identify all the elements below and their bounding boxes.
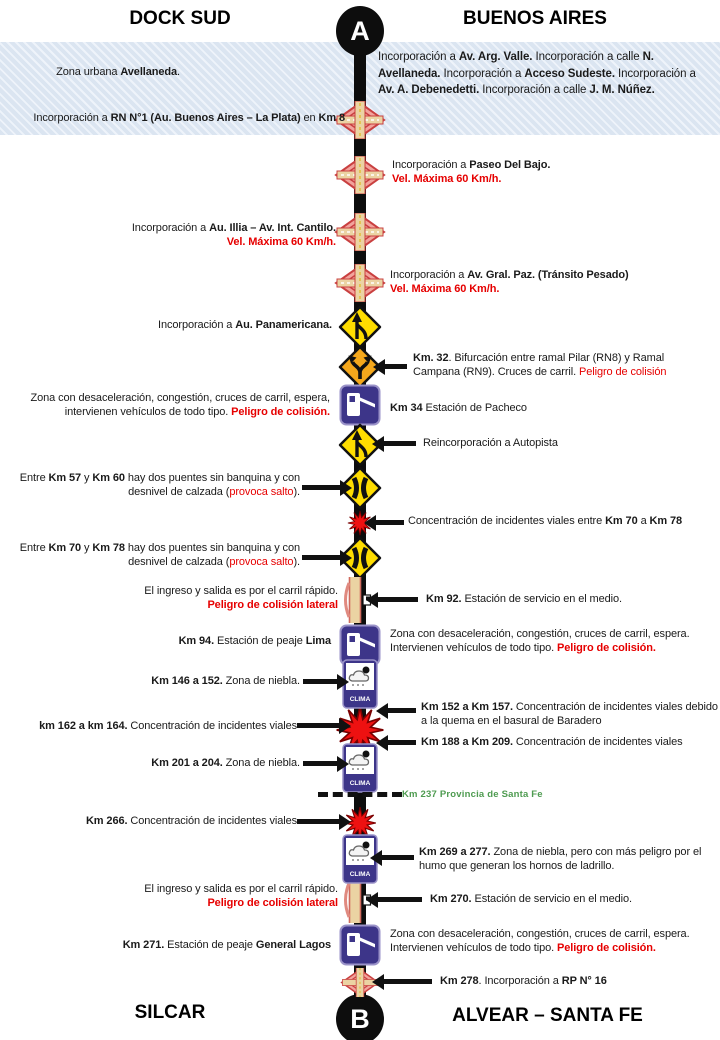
pointer-arrow [385, 364, 407, 369]
text-segment: Incorporación a [131, 222, 210, 234]
text-segment: Vel. Máxima 60 Km/h. [390, 283, 500, 296]
text-segment: Au. Illia – Av. Int. Cantilo. [209, 222, 336, 234]
pointer-arrow [384, 441, 416, 446]
text-segment: Incorporación a calle [532, 51, 643, 63]
text-segment: Km 201 a 204. [151, 757, 223, 769]
text-segment: Km 92. [426, 593, 462, 605]
text-segment: Zona de niebla. [222, 675, 300, 687]
merge-sign-icon [338, 305, 382, 349]
label-km266-incidentes [86, 814, 297, 828]
text-segment: Zona de niebla, pero con más peligro por el humo que generan los hornos de ladrillo. [419, 846, 702, 873]
label-line [36, 235, 336, 249]
pointer-arrow [382, 855, 414, 860]
pointer-arrow [302, 485, 340, 490]
endpoint-a-marker: A [336, 6, 384, 56]
text-segment: Zona con desaceleración, congestión, cruces de carril, espera. Intervienen vehículos de todo tipo. [390, 628, 690, 655]
label-line [390, 268, 629, 282]
label-km269-niebla-humo [419, 845, 717, 874]
pointer-arrow [297, 819, 339, 824]
toll-booth-sign-icon [339, 384, 381, 426]
text-segment: ). [293, 486, 300, 499]
header-buenos-aires: BUENOS AIRES [463, 8, 607, 29]
label-carril-rapido-2 [144, 882, 338, 911]
text-segment: Km 70 [48, 542, 82, 554]
label-km32-bifurcacion [413, 351, 713, 380]
label-zona-urbana [56, 65, 180, 79]
label-au-illia [36, 221, 336, 250]
text-segment: Concentración de incidentes viales [512, 736, 683, 748]
text-segment: Av. A. Debenedetti. [378, 84, 480, 97]
text-segment: Estación de peaje [214, 635, 306, 647]
text-segment: Av. Gral. Paz. (Tránsito Pesado) [467, 269, 629, 281]
label-km201-niebla [151, 756, 300, 770]
text-segment: Concentración de incidentes viales [127, 815, 297, 827]
text-segment: Km 70 [605, 515, 638, 527]
text-segment: . Bifurcación entre ramal Pilar (RN8) y Ramal Campana (RN9). Cruces de carril. [413, 352, 665, 379]
text-segment: y [81, 472, 93, 484]
text-segment: Peligro de colisión lateral [207, 599, 338, 612]
label-zona-pacheco [18, 391, 330, 420]
text-segment: Km 57 [48, 472, 82, 484]
pointer-arrow [378, 897, 422, 902]
text-segment: Reincorporación a Autopista [423, 437, 558, 449]
pointer-arrow [376, 520, 404, 525]
text-segment: Peligro de colisión lateral [207, 897, 338, 910]
text-segment: . [177, 66, 180, 78]
text-segment: km 162 a km 164. [39, 720, 128, 732]
label-reincorporacion [423, 436, 558, 450]
pointer-arrow [378, 597, 418, 602]
label-line [392, 172, 550, 186]
text-segment: Km 271. [122, 939, 165, 951]
svg-text:CLIMA: CLIMA [349, 871, 371, 878]
text-segment: hay dos puentes sin banquina y con desnivel de calzada ( [124, 542, 300, 569]
text-segment: Zona con desaceleración, congestión, cruces de carril, espera, intervienen vehículos de todo tipo. [30, 392, 330, 419]
text-segment: Km 78 [649, 515, 683, 527]
cloverleaf-interchange-icon [334, 156, 386, 194]
pointer-arrow [388, 740, 416, 745]
label-peaje-lima [179, 634, 331, 648]
text-segment: Km. 32 [413, 352, 449, 364]
text-segment: Zona con desaceleración, congestión, cruces de carril, espera. Intervienen vehículos de todo tipo. [390, 928, 690, 955]
text-segment: Lima [305, 635, 331, 647]
text-segment: Km 266. [85, 815, 128, 827]
label-km70-78 [10, 541, 300, 570]
text-segment: RN N°1 (Au. Buenos Aires – La Plata) [110, 112, 301, 124]
label-km188-incidentes [421, 735, 683, 749]
text-segment: Zona de niebla. [222, 757, 300, 769]
text-segment: Concentración de incidentes viales debido a la quema en el basural de Baradero [421, 701, 718, 728]
text-segment: Incorporación a calle [479, 84, 590, 97]
text-segment: Km 94. [178, 635, 215, 647]
label-line [144, 584, 338, 598]
text-segment: Incorporación a [392, 159, 470, 171]
endpoint-b-marker: B [336, 994, 384, 1040]
text-segment: . Incorporación a [478, 975, 562, 987]
text-segment: Entre [19, 542, 49, 554]
text-segment: ). [293, 556, 300, 569]
text-segment: Km 278 [440, 975, 479, 987]
text-segment: Estación de servicio en el medio. [461, 593, 622, 605]
text-segment: General Lagos [255, 939, 331, 951]
label-km162-incidentes [39, 719, 297, 733]
pointer-arrow [388, 708, 416, 713]
text-segment: N. Avellaneda. [378, 51, 654, 80]
label-panamericana [158, 318, 332, 332]
text-segment: Estación de Pacheco [422, 402, 527, 414]
text-segment: Km 270. [430, 893, 472, 905]
cloverleaf-interchange-icon [334, 264, 386, 302]
label-km92-servicio [426, 592, 622, 606]
label-km237-provincia [402, 789, 543, 801]
label-km278-rp16 [440, 974, 607, 988]
label-zona-lima [390, 627, 712, 656]
label-line [144, 882, 338, 896]
text-segment: Km 152 a Km 157. [421, 701, 513, 713]
label-rn1-km8 [33, 111, 345, 125]
label-line [36, 221, 336, 235]
text-segment: Incorporación a [33, 112, 111, 124]
label-km34-pacheco [390, 401, 527, 415]
text-segment: Estación de peaje [164, 939, 256, 951]
text-segment: Incorporación a [378, 51, 459, 63]
text-segment: Km 34 [390, 402, 423, 414]
text-segment: Zona urbana [56, 66, 121, 78]
label-km146-niebla [151, 674, 300, 688]
label-peaje-general-lagos [123, 938, 331, 952]
label-km57-60 [10, 471, 300, 500]
label-km270-servicio [430, 892, 632, 906]
pointer-arrow [303, 679, 337, 684]
pointer-arrow [384, 979, 432, 984]
text-segment: Vel. Máxima 60 Km/h. [392, 173, 502, 186]
text-segment: El ingreso y salida es por el carril rápido. [144, 585, 338, 597]
text-segment: Km 237 Provincia de Santa Fe [402, 789, 543, 800]
text-segment: Avellaneda [120, 66, 178, 78]
label-line [144, 896, 338, 910]
text-segment: Incorporación a [614, 67, 696, 80]
svg-text:CLIMA: CLIMA [349, 696, 371, 703]
text-segment: Peligro de colisión. [557, 642, 656, 655]
text-segment: en [300, 112, 319, 124]
text-segment: Km 8 [318, 112, 345, 124]
text-segment: Incorporación a [390, 269, 468, 281]
text-segment: Concentración de incidentes viales entre [408, 515, 606, 527]
text-segment: Km 146 a 152. [151, 675, 223, 687]
header-alvear-santa-fe: ALVEAR – SANTA FE [452, 1005, 643, 1026]
label-line [390, 282, 629, 296]
label-carril-rapido-1 [144, 584, 338, 613]
text-segment: Km 60 [92, 472, 125, 484]
text-segment: Vel. Máxima 60 Km/h. [226, 236, 336, 249]
label-paseo-del-bajo [392, 158, 550, 187]
pointer-arrow [303, 761, 337, 766]
cloverleaf-interchange-icon [334, 213, 386, 251]
text-segment: El ingreso y salida es por el carril rápido. [144, 883, 338, 895]
text-segment: Incorporación a [157, 319, 236, 331]
header-dock-sud: DOCK SUD [129, 8, 231, 29]
pointer-arrow [297, 723, 339, 728]
label-incorporaciones-block [378, 49, 714, 99]
text-segment: Acceso Sudeste. [524, 67, 615, 80]
text-segment: Entre [19, 472, 49, 484]
toll-booth-sign-icon [339, 924, 381, 966]
header-silcar: SILCAR [134, 1002, 206, 1023]
label-line [392, 158, 550, 172]
text-segment: Concentración de incidentes viales [127, 720, 297, 732]
text-segment: Peligro de colisión. [557, 942, 656, 955]
text-segment: Estación de servicio en el medio. [471, 893, 632, 905]
text-segment: hay dos puentes sin banquina y con desnivel de calzada ( [124, 472, 300, 499]
label-incidentes-km70-78 [408, 514, 682, 528]
svg-text:CLIMA: CLIMA [349, 780, 371, 787]
pointer-arrow [302, 555, 340, 560]
text-segment: Paseo Del Bajo. [469, 159, 551, 171]
text-segment: a [637, 515, 650, 527]
text-segment: Peligro de colisión. [231, 406, 330, 419]
text-segment: provoca salto [229, 556, 294, 569]
label-zona-general-lagos [390, 927, 712, 956]
text-segment: Incorporación a [440, 67, 525, 80]
text-segment: Au. Panamericana. [235, 319, 332, 331]
text-segment: y [81, 542, 93, 554]
text-segment: provoca salto [229, 486, 294, 499]
text-segment: J. M. Núñez. [589, 84, 655, 97]
text-segment: Km 78 [92, 542, 125, 554]
province-boundary-dashes [318, 792, 402, 797]
label-km152-basural [421, 700, 719, 729]
text-segment: Av. Arg. Valle. [458, 51, 533, 63]
text-segment: RP N° 16 [561, 975, 607, 987]
label-gral-paz [390, 268, 629, 297]
text-segment: Km 188 a Km 209. [421, 736, 513, 748]
label-line [144, 598, 338, 612]
text-segment: Peligro de colisión [579, 366, 667, 379]
text-segment: Km 269 a 277. [419, 846, 491, 858]
